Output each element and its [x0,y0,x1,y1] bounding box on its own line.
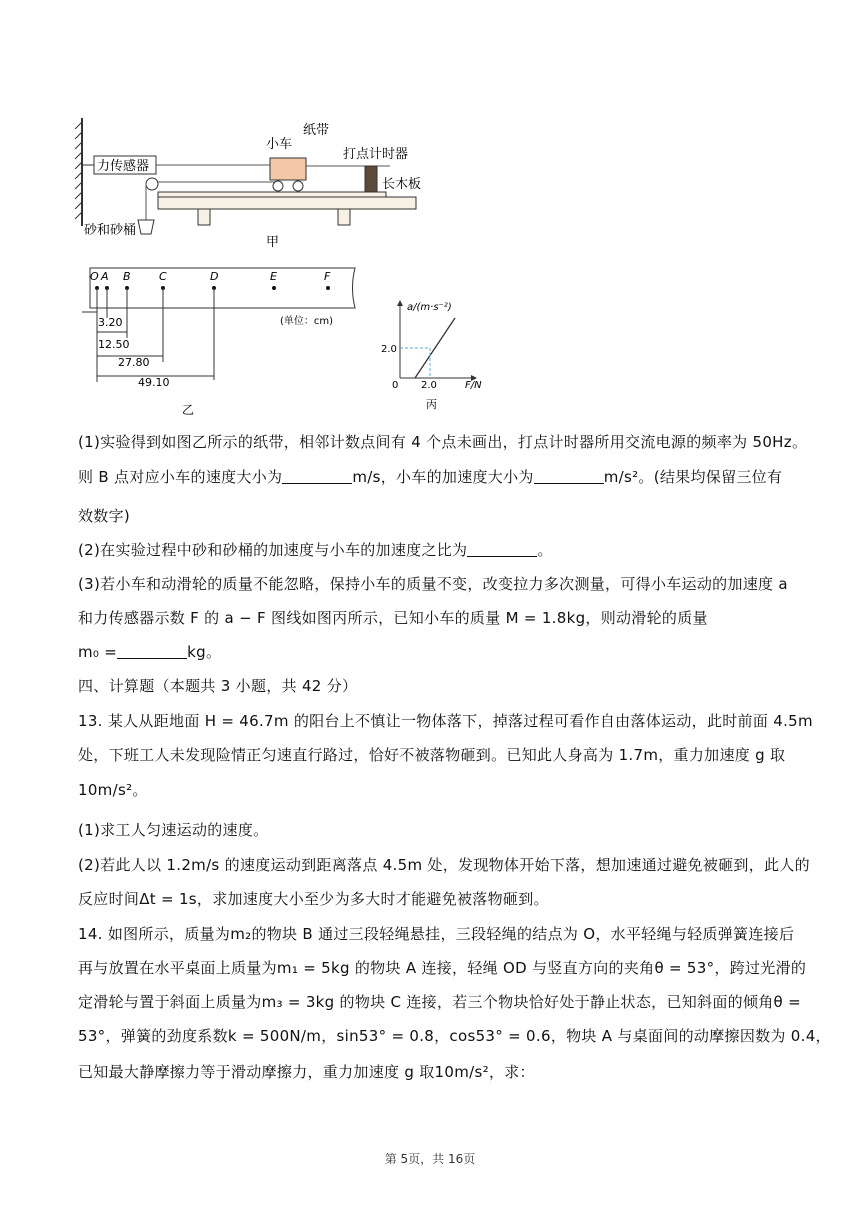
bing-xtick: 2.0 [421,380,437,391]
p14-line4: 53°，弹簧的劲度系数k = 500N/m，sin53° = 0.8，cos53° = 0.6，物块 A 与桌面间的动摩擦因数为 0.4， [78,1027,831,1045]
answer-blank-3[interactable] [467,542,537,557]
dist-C: 27.80 [118,356,150,369]
force-sensor-label: 力传感器 [97,159,150,174]
point-E: E [270,270,277,283]
bing-xlabel: F/N [465,380,482,391]
answer-blank-1[interactable] [282,469,352,484]
point-O: O [90,270,99,283]
point-D: D [210,270,219,283]
board-label: 长木板 [382,177,422,192]
q1-line3: 效数字) [78,507,131,525]
caption-yi: 乙 [182,403,195,417]
timer [365,166,377,192]
p14-line1: 14. 如图所示，质量为m₂的物块 B 通过三段轻绳悬挂，三段轻绳的结点为 O，水平轻绳与轻质弹簧连接后 [78,925,795,943]
p14-line2: 再与放置在水平桌面上质量为m₁ = 5kg 的物块 A 连接，轻绳 OD 与竖直方向的夹角θ = 53°，跨过光滑的 [78,959,807,977]
tape-label: 纸带 [303,123,330,138]
cart-label: 小车 [266,137,293,152]
answer-blank-2[interactable] [534,469,604,484]
timer-label: 打点计时器 [343,147,409,162]
p13-line2: 处，下班工人未发现险情正匀速直行路过，恰好不被落物砸到。已知此人身高为 1.7m，重力加速度 g 取 [78,746,786,764]
p14-line5: 已知最大静摩擦力等于滑动摩擦力，重力加速度 g 取10m/s²，求： [78,1063,535,1081]
p13-q2-line1: (2)若此人以 1.2m/s 的速度运动到距离落点 4.5m 处，发现物体开始下落，想加速通过避免被砸到，此人的 [78,856,810,874]
answer-blank-4[interactable] [117,644,187,659]
p14-line3: 定滑轮与置于斜面上质量为m₃ = 3kg 的物块 C 连接，若三个物块恰好处于静止状态，已知斜面的倾角θ = [78,993,801,1011]
dist-B: 12.50 [98,338,130,351]
sand-bucket [138,220,154,234]
p13-q1: (1)求工人匀速运动的速度。 [78,821,269,839]
q3-line2: 和力传感器示数 F 的 a − F 图线如图丙所示，已知小车的质量 M = 1.8kg，则动滑轮的质量 [78,609,708,627]
sand-label: 砂和砂桶 [84,223,137,238]
point-C: C [159,270,167,283]
p13-line3: 10m/s²。 [78,781,148,799]
tape-unit: (单位：cm) [280,316,334,327]
long-board [158,192,386,197]
p13-line1: 13. 某人从距地面 H = 46.7m 的阳台上不慎让一物体落下，掉落过程可看作自由落体运动，此时前面 4.5m [78,712,813,730]
q1-line2: 则 B 点对应小车的速度大小为 m/s，小车的加速度大小为 m/s²。(结果均保留三位有 [78,468,783,486]
q1-line1: (1)实验得到如图乙所示的纸带，相邻计数点间有 4 个点未画出，打点计时器所用交流电源的频率为 50Hz。 [78,433,808,451]
bing-origin: 0 [392,380,399,391]
q3-line1: (3)若小车和动滑轮的质量不能忽略，保持小车的质量不变，改变拉力多次测量，可得小车运动的加速度 a [78,575,788,593]
figure-bing [375,296,505,414]
figure-yi [70,262,370,420]
dist-A: 3.20 [98,316,123,329]
cart [270,158,306,180]
caption-jia: 甲 [266,235,280,250]
q3-line3: m₀ = kg。 [78,643,222,661]
bing-ylabel: a/(m·s⁻²) [407,302,452,313]
bing-ytick: 2.0 [381,344,397,355]
p13-q2-line2: 反应时间Δt = 1s，求加速度大小至少为多大时才能避免被落物砸到。 [78,890,549,908]
dist-D: 49.10 [138,376,170,389]
figure-jia [60,108,440,258]
point-F: F [324,270,331,283]
pulley [146,178,158,190]
q2-line: (2)在实验过程中砂和砂桶的加速度与小车的加速度之比为 。 [78,541,553,559]
point-B: B [123,270,131,283]
point-A: A [101,270,109,283]
caption-bing: 丙 [426,398,437,411]
section-4-heading: 四、计算题（本题共 3 小题，共 42 分） [78,677,358,695]
page-footer: 第 5页，共 16页 [384,1152,476,1166]
